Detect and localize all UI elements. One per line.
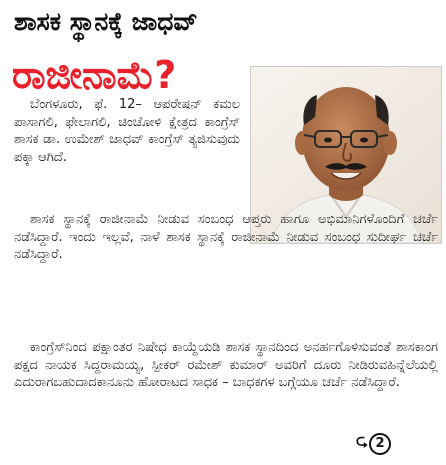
article-paragraph-2 — [14, 211, 438, 264]
article-paragraph-3 — [14, 339, 438, 392]
article-paragraph-2-text: ಶಾಸಕ ಸ್ಥಾನಕ್ಕೆ ರಾಜೀನಾಮೆ ನೀಡುವ ಸಂಬಂಧ ಆಪ್ತರು ಹಾಗೂ ಅಭಿಮಾನಿಗಳೊಂದಿಗೆ ಚರ್ಚೆ ನಡೆಸಿದ್ದಾರೆ. ಇಂದು ಇಲ್ಲವೆ, ನಾಳೆ ಶಾಸಕ ಸ್ಥಾನಕ್ಕೆ ರಾಜೀನಾಮೆ ನೀಡುವ ಸಂಬಂಧ ಸುದೀರ್ಘ ಚರ್ಚೆ ನಡೆಸಿದ್ದಾರೆ. — [14, 212, 438, 262]
continued-on-page-marker — [356, 432, 391, 455]
article-kicker: ಶಾಸಕ ಸ್ಥಾನಕ್ಕೆ ಜಾಧವ್ — [14, 7, 198, 36]
article-paragraph-1-text: ಬೆಂಗಳೂರು, ಫೆ. 12– ಆಪರೇಷನ್ ಕಮಲ ಪಾಸಾಗಲಿ, ಫೇಲಾಗಲಿ, ಚಿಂಚೋಳಿ ಕ್ಷೇತ್ರದ ಕಾಂಗ್ರೆಸ್ ಶಾಸಕ ಡಾ. ಉಮೇಶ್ ಜಾಧವ್ ಕಾಂಗ್ರೆಸ್ ತ್ಯಜಿಸುವುದು ಪಕ್ಕಾ ಆಗಿದೆ. — [14, 97, 240, 165]
article-headline: ರಾಜೀನಾಮೆ? — [12, 53, 177, 97]
continued-page-number: 2 — [369, 433, 391, 455]
turn-arrow-icon: ⮌ — [356, 433, 369, 451]
article-paragraph-3-text: ಕಾಂಗ್ರೆಸ್‌ನಿಂದ ಪಕ್ಷಾಂತರ ನಿಷೇಧ ಕಾಯ್ದೆಯಡಿ ಶಾಸಕ ಸ್ಥಾನದಿಂದ ಅನರ್ಹಗೊಳಿಸುವಂತೆ ಶಾಸಕಾಂಗ ಪಕ್ಷದ ನಾಯಕ ಸಿದ್ದರಾಮಯ್ಯ, ಸ್ಪೀಕರ್ ರಮೇಶ್ ಕುಮಾರ್ ಅವರಿಗೆ ದೂರು ನೀಡಿರುವಹಿನ್ನೆಲೆಯಲ್ಲಿ ಎದುರಾಗಬಹುದಾದಕಾನೂನು ಹೋರಾಟದ ಸಾಧಕ – ಬಾಧಕಗಳ ಬಗ್ಗೆಯೂ ಚರ್ಚೆ ನಡೆಸಿದ್ದಾರೆ. — [14, 340, 438, 390]
article-paragraph-1 — [14, 96, 240, 166]
